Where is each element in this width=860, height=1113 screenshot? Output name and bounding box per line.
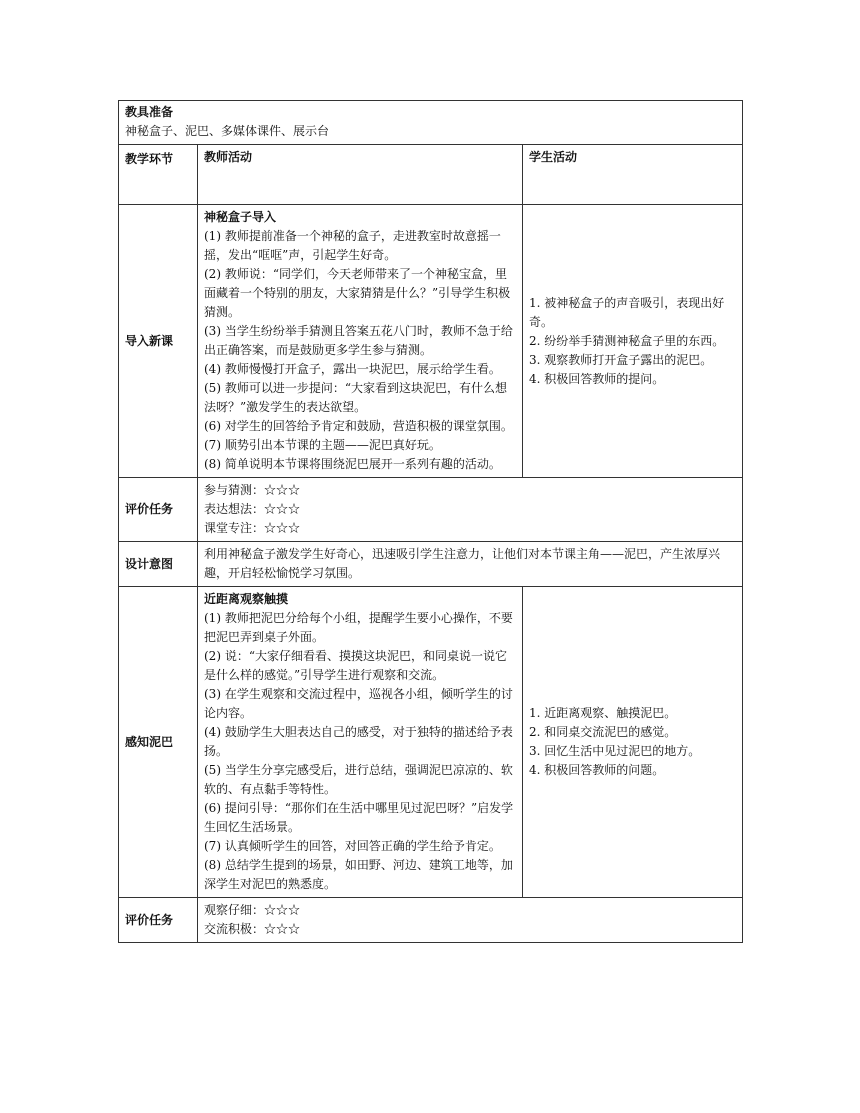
eval1-item: 课堂专注：☆☆☆ <box>204 521 301 535</box>
eval2-item: 观察仔细：☆☆☆ <box>204 903 301 917</box>
eval2-label: 评价任务 <box>119 898 198 943</box>
section2-student-item: 2. 和同桌交流泥巴的感觉。 <box>529 725 677 739</box>
section1-student-cell <box>523 205 743 478</box>
section1-teacher-item: (7) 顺势引出本节课的主题——泥巴真好玩。 <box>204 438 441 452</box>
section1-student-item: 3. 观察教师打开盒子露出的泥巴。 <box>529 352 713 367</box>
section2-row <box>119 587 743 898</box>
design1-row <box>119 542 743 587</box>
section1-student-item: 2. 纷纷举手猜测神秘盒子里的东西。 <box>529 333 725 348</box>
section1-teacher-item: (3) 当学生纷纷举手猜测且答案五花八门时，教师不急于给出正确答案，而是鼓励更多学生参与猜测。 <box>204 324 513 357</box>
section1-row <box>119 205 743 478</box>
section1-teacher-item: (4) 教师慢慢打开盒子，露出一块泥巴，展示给学生看。 <box>204 362 501 376</box>
prep-title: 教具准备 <box>125 105 174 119</box>
eval2-row <box>119 898 743 943</box>
prep-items: 神秘盒子、泥巴、多媒体课件、展示台 <box>125 124 330 138</box>
eval1-item: 表达想法：☆☆☆ <box>204 502 301 516</box>
section2-teacher-item: (3) 在学生观察和交流过程中，巡视各小组，倾听学生的讨论内容。 <box>204 687 513 720</box>
section1-teacher-cell <box>198 205 523 478</box>
section2-teacher-item: (7) 认真倾听学生的回答，对回答正确的学生给予肯定。 <box>204 839 501 853</box>
section1-teacher-item: (5) 教师可以进一步提问：“大家看到这块泥巴，有什么想法呀？”激发学生的表达欲望。 <box>204 381 507 414</box>
eval2-item: 交流积极：☆☆☆ <box>204 922 301 936</box>
header-student: 学生活动 <box>523 145 743 205</box>
section2-teacher-item: (2) 说：“大家仔细看看、摸摸这块泥巴，和同桌说一说它是什么样的感觉。”引导学生进行观察和交流。 <box>204 649 507 682</box>
eval1-cell <box>198 478 743 542</box>
design1-text: 利用神秘盒子激发学生好奇心，迅速吸引学生注意力，让他们对本节课主角——泥巴，产生浓厚兴趣，开启轻松愉悦学习氛围。 <box>198 542 743 587</box>
section2-teacher-item: (6) 提问引导：“那你们在生活中哪里见过泥巴呀？”启发学生回忆生活场景。 <box>204 801 514 834</box>
section2-teacher-cell <box>198 587 523 898</box>
section1-teacher-item: (1) 教师提前准备一个神秘的盒子，走进教室时故意摇一摇，发出“哐哐”声，引起学生好奇。 <box>204 229 501 262</box>
eval1-label: 评价任务 <box>119 478 198 542</box>
section2-teacher-item: (1) 教师把泥巴分给每个小组，提醒学生要小心操作，不要把泥巴弄到桌子外面。 <box>204 611 513 644</box>
section1-student-item: 1. 被神秘盒子的声音吸引，表现出好奇。 <box>529 295 725 329</box>
eval1-row <box>119 478 743 542</box>
eval2-cell <box>198 898 743 943</box>
section2-teacher-item: (8) 总结学生提到的场景，如田野、河边、建筑工地等，加深学生对泥巴的熟悉度。 <box>204 858 513 891</box>
eval1-item: 参与猜测：☆☆☆ <box>204 483 301 497</box>
section1-stage: 导入新课 <box>119 205 198 478</box>
section2-student-cell <box>523 587 743 898</box>
section2-student-item: 1. 近距离观察、触摸泥巴。 <box>529 706 677 720</box>
section2-teacher-item: (5) 当学生分享完感受后，进行总结，强调泥巴凉凉的、软软的、有点黏手等特性。 <box>204 763 513 796</box>
section2-teacher-item: (4) 鼓励学生大胆表达自己的感受，对于独特的描述给予表扬。 <box>204 725 513 758</box>
design1-label: 设计意图 <box>119 542 198 587</box>
section2-student-item: 4. 积极回答教师的问题。 <box>529 763 665 777</box>
section1-teacher-item: (8) 简单说明本节课将围绕泥巴展开一系列有趣的活动。 <box>204 457 501 471</box>
prep-row <box>119 101 743 145</box>
section2-student-item: 3. 回忆生活中见过泥巴的地方。 <box>529 744 701 758</box>
section1-teacher-item: (2) 教师说：“同学们，今天老师带来了一个神秘宝盒，里面藏着一个特别的朋友，大家猜猜是什么？”引导学生积极猜测。 <box>204 267 511 319</box>
section1-title: 神秘盒子导入 <box>204 210 277 224</box>
header-teacher: 教师活动 <box>198 145 523 205</box>
header-stage: 教学环节 <box>119 145 198 205</box>
section1-student-item: 4. 积极回答教师的提问。 <box>529 371 665 386</box>
section2-stage: 感知泥巴 <box>119 587 198 898</box>
header-row <box>119 145 743 205</box>
section2-title: 近距离观察触摸 <box>204 592 289 606</box>
lesson-plan-table <box>118 100 743 943</box>
section1-teacher-item: (6) 对学生的回答给予肯定和鼓励，营造积极的课堂氛围。 <box>204 419 513 433</box>
prep-cell <box>119 101 743 145</box>
